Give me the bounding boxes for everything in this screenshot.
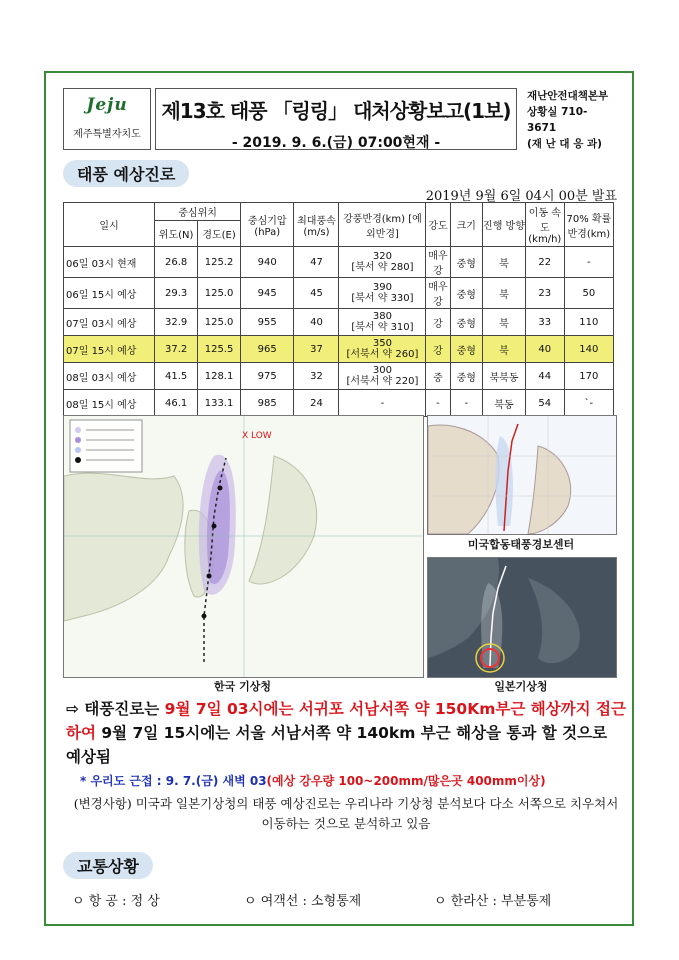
table-cell-direction: 북 — [482, 336, 525, 363]
table-cell-prob: 110 — [564, 309, 613, 336]
table-cell-pressure: 940 — [241, 247, 294, 278]
col-time: 일시 — [64, 203, 155, 247]
table-cell-lon: 128.1 — [198, 363, 241, 390]
table-cell-wind: 24 — [294, 390, 339, 417]
table-cell-pressure: 945 — [241, 278, 294, 309]
col-pressure: 중심기압 (hPa) — [241, 203, 294, 247]
org-phone: 상황실 710-3671 — [527, 106, 588, 134]
title-box — [155, 88, 517, 150]
kma-low-label: X LOW — [242, 431, 272, 441]
table-cell-direction: 북 — [482, 309, 525, 336]
table-cell-pressure: 965 — [241, 336, 294, 363]
radius-value: 300 — [372, 365, 392, 376]
table-cell-radius — [339, 336, 426, 363]
radius-value: - — [380, 397, 385, 409]
kma-track-map — [63, 415, 424, 678]
table-cell-radius — [339, 247, 426, 278]
table-cell-lon: 125.0 — [198, 278, 241, 309]
section-forecast-title: 태풍 예상진로 — [63, 160, 189, 187]
table-cell-time: 08일 15시 예상 — [64, 390, 155, 417]
table-cell-pressure: 985 — [241, 390, 294, 417]
logo-subtitle: 제주특별자치도 — [73, 129, 141, 140]
table-cell-speed: 23 — [525, 278, 564, 309]
col-prob: 70% 확률 반경(km) — [564, 203, 613, 247]
table-cell-lat: 29.3 — [155, 278, 198, 309]
table-cell-speed: 54 — [525, 390, 564, 417]
radius-value: 350 — [372, 338, 392, 349]
logo-text: Jeju — [86, 95, 128, 115]
table-cell-radius — [339, 390, 426, 417]
table-cell-size: 중형 — [450, 247, 482, 278]
radius-value: 380 — [372, 311, 392, 322]
radius-exception: [서북서 약 220] — [346, 376, 419, 387]
radius-exception: [북서 약 330] — [351, 293, 414, 304]
table-cell-direction: 북 — [482, 278, 525, 309]
table-cell-direction: 북 — [482, 247, 525, 278]
table-cell-strength: 매우 강 — [426, 247, 450, 278]
table-cell-strength: 매우 강 — [426, 278, 450, 309]
table-cell-wind: 45 — [294, 278, 339, 309]
table-cell-radius — [339, 363, 426, 390]
summary-tail: 9월 7일 15시에는 서울 서남서쪽 약 140km 부근 해상을 통과 할 것으로 예상됨 — [66, 724, 608, 766]
radius-exception: [북서 약 280] — [351, 262, 414, 273]
table-cell-lat: 32.9 — [155, 309, 198, 336]
org-info — [521, 88, 615, 150]
table-cell-strength: - — [426, 390, 450, 417]
table-cell-pressure: 955 — [241, 309, 294, 336]
kma-caption: 한국 기상청 — [214, 680, 271, 693]
table-row — [64, 336, 614, 363]
table-cell-direction: 북동 — [482, 390, 525, 417]
col-speed: 이동 속도 (km/h) — [525, 203, 564, 247]
col-size: 크기 — [450, 203, 482, 247]
radius-exception: [서북서 약 260] — [346, 349, 419, 360]
table-cell-wind: 32 — [294, 363, 339, 390]
local-approach-note — [80, 772, 546, 789]
table-cell-prob: `- — [564, 390, 613, 417]
table-cell-lat: 46.1 — [155, 390, 198, 417]
table-cell-lon: 133.1 — [198, 390, 241, 417]
table-cell-time: 07일 03시 예상 — [64, 309, 155, 336]
table-cell-size: 중형 — [450, 278, 482, 309]
table-cell-size: 중형 — [450, 336, 482, 363]
table-cell-lon: 125.0 — [198, 309, 241, 336]
col-radius: 강풍반경(km) [예외반경] — [339, 203, 426, 247]
table-cell-prob: - — [564, 247, 613, 278]
report-date: - 2019. 9. 6.(금) 07:00현재 - — [231, 135, 441, 151]
col-wind: 최대풍속 (m/s) — [294, 203, 339, 247]
col-strength: 강도 — [426, 203, 450, 247]
jeju-logo — [63, 88, 151, 150]
jtwc-track-map — [427, 415, 617, 535]
table-cell-speed: 22 — [525, 247, 564, 278]
jtwc-map-graphic — [428, 416, 616, 534]
jma-track-map — [427, 557, 617, 678]
change-note: (변경사항) 미국과 일본기상청의 태풍 예상진로는 우리나라 기상청 분석보다 다소 서쪽으로 치우쳐서 이동하는 것으로 분석하고 있음 — [73, 796, 619, 831]
col-center: 중심위치 — [155, 203, 241, 221]
radius-value: 390 — [372, 282, 392, 293]
table-cell-direction: 북북동 — [482, 363, 525, 390]
track-summary — [66, 697, 626, 769]
table-row — [64, 390, 614, 417]
table-row — [64, 278, 614, 309]
forecast-maps — [63, 415, 615, 693]
col-direction: 진행 방향 — [482, 203, 525, 247]
table-cell-time: 06일 15시 예상 — [64, 278, 155, 309]
summary-highlight: 9월 7일 03시에는 서귀포 서남서쪽 약 150Km부근 해상까지 접근하여 — [66, 700, 626, 742]
kma-map-graphic — [64, 416, 423, 677]
jma-caption: 일본기상청 — [494, 680, 548, 693]
table-cell-prob: 50 — [564, 278, 613, 309]
section-traffic-title: 교통상황 — [63, 852, 153, 879]
table-cell-radius — [339, 309, 426, 336]
table-cell-prob: 170 — [564, 363, 613, 390]
table-row — [64, 309, 614, 336]
org-name: 재난안전대책본부 — [527, 90, 609, 102]
traffic-ferry: ㅇ 여객선 : 소형통제 — [244, 894, 362, 909]
table-cell-lon: 125.5 — [198, 336, 241, 363]
table-row — [64, 247, 614, 278]
forecast-table — [63, 202, 614, 417]
arrow-icon: ⇨ — [66, 700, 79, 718]
table-cell-lon: 125.2 — [198, 247, 241, 278]
local-rainfall: (예상 강우량 100~200mm/많은곳 400mm이상) — [266, 774, 546, 788]
col-lon: 경도(E) — [198, 221, 241, 247]
table-cell-lat: 41.5 — [155, 363, 198, 390]
table-cell-speed: 44 — [525, 363, 564, 390]
table-cell-strength: 강 — [426, 336, 450, 363]
report-header — [63, 88, 615, 154]
table-cell-wind: 40 — [294, 309, 339, 336]
table-cell-wind: 37 — [294, 336, 339, 363]
table-cell-prob: 140 — [564, 336, 613, 363]
traffic-hallasan: ㅇ 한라산 : 부분통제 — [434, 894, 552, 909]
traffic-air: ㅇ 항 공 : 정 상 — [72, 894, 160, 909]
col-lat: 위도(N) — [155, 221, 198, 247]
table-cell-lat: 26.8 — [155, 247, 198, 278]
table-cell-time: 08일 03시 예상 — [64, 363, 155, 390]
org-dept: (재 난 대 응 과) — [527, 138, 602, 150]
report-title: 제13호 태풍 「링링」 대처상황보고(1보) — [161, 99, 511, 123]
table-cell-radius — [339, 278, 426, 309]
table-cell-strength: 중 — [426, 363, 450, 390]
jtwc-caption: 미국합동태풍경보센터 — [467, 538, 575, 551]
radius-exception: [북서 약 310] — [351, 322, 414, 333]
table-cell-time: 06일 03시 현재 — [64, 247, 155, 278]
radius-value: 320 — [372, 251, 392, 262]
jma-map-graphic — [428, 558, 616, 677]
table-cell-pressure: 975 — [241, 363, 294, 390]
table-cell-strength: 강 — [426, 309, 450, 336]
issued-time: 2019년 9월 6일 04시 00분 발표 — [425, 189, 617, 204]
table-cell-size: - — [450, 390, 482, 417]
local-approach-lead: * 우리도 근접 : 9. 7.(금) 새벽 03 — [80, 774, 267, 788]
summary-lead: 태풍진로는 — [84, 700, 165, 718]
table-cell-wind: 47 — [294, 247, 339, 278]
table-cell-speed: 40 — [525, 336, 564, 363]
table-cell-lat: 37.2 — [155, 336, 198, 363]
table-cell-size: 중형 — [450, 309, 482, 336]
table-row — [64, 363, 614, 390]
table-cell-time: 07일 15시 예상 — [64, 336, 155, 363]
table-cell-speed: 33 — [525, 309, 564, 336]
table-cell-size: 중형 — [450, 363, 482, 390]
